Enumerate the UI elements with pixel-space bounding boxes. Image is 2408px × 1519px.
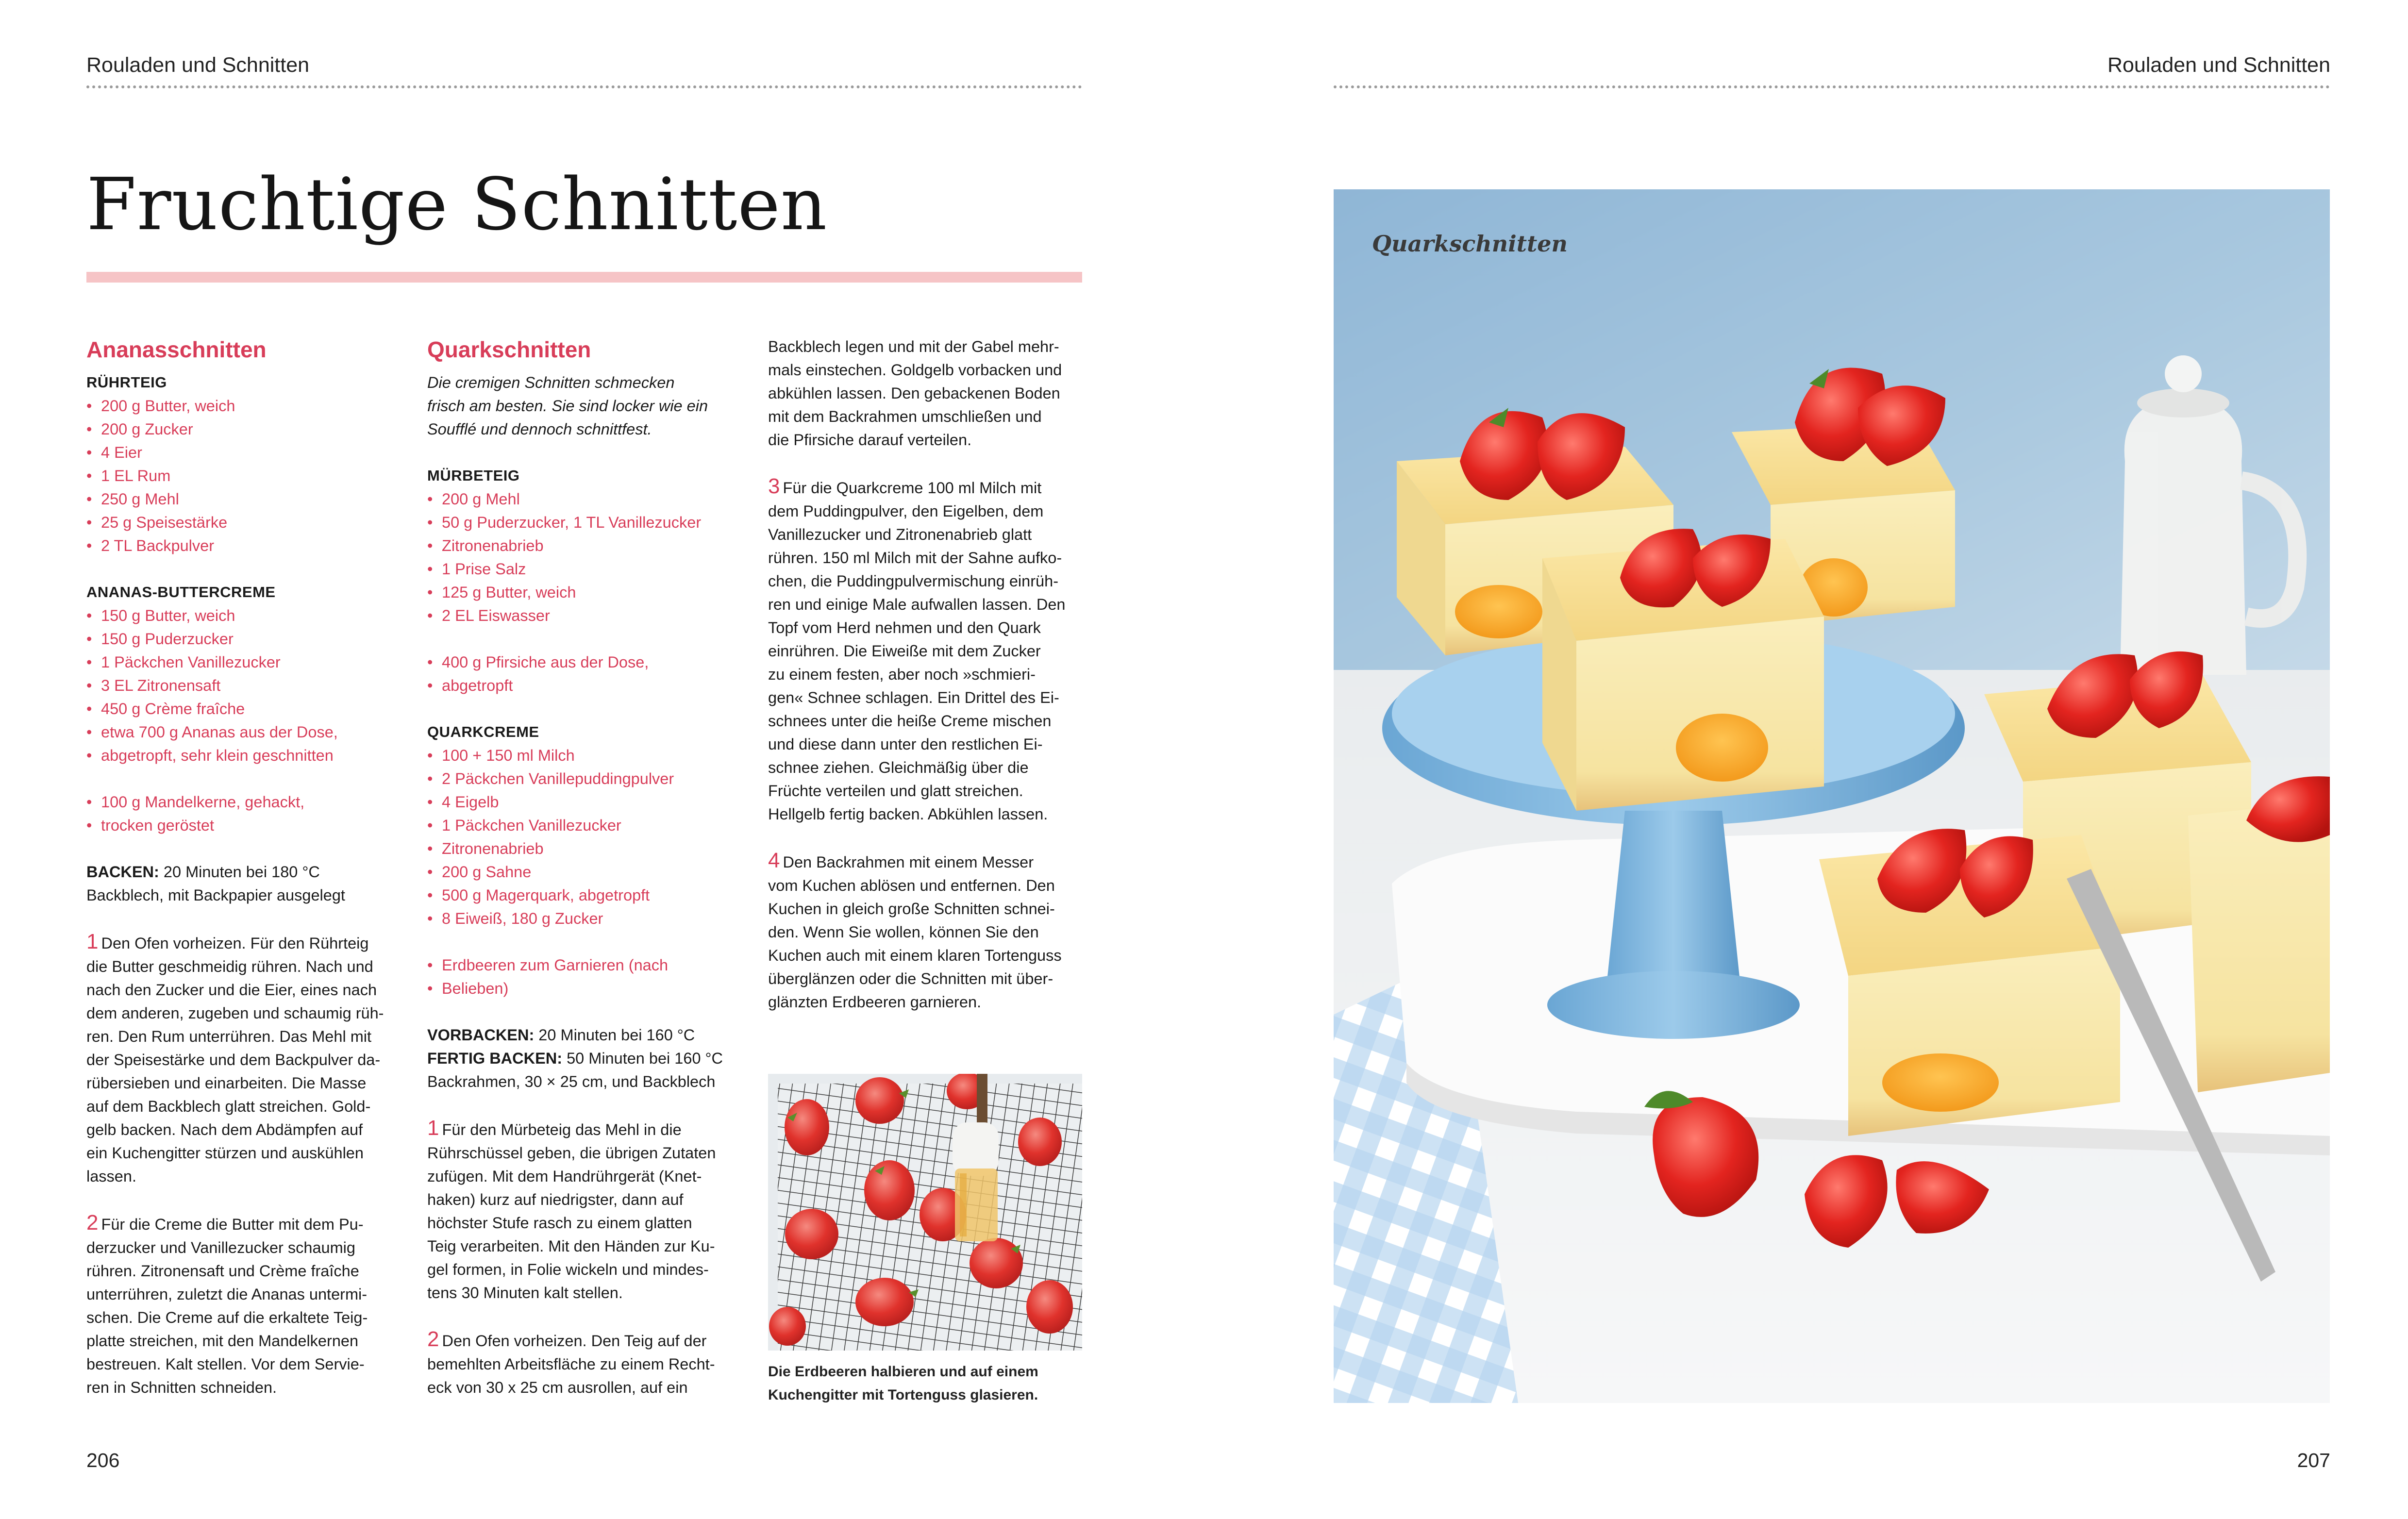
step-line: vom Kuchen ablösen und entfernen. Den — [768, 877, 1055, 894]
baking-info — [86, 860, 387, 884]
section-label-quarkcreme: QUARKCREME — [427, 723, 539, 740]
recipe-quark-continued — [768, 335, 1082, 1014]
section-label-ruehrteig: RÜHRTEIG — [86, 374, 167, 391]
ingredient-item: • Zitronenabrieb — [427, 837, 728, 860]
step-line: Vanillezucker und Zitronenabrieb glatt — [768, 526, 1032, 543]
step-line: gelb backen. Nach dem Abdämpfen auf — [86, 1121, 363, 1138]
ingredient-item: • 8 Eiweiß, 180 g Zucker — [427, 907, 728, 930]
ingredient-item: • 2 TL Backpulver — [86, 534, 387, 557]
step-line: einrühren. Die Eiweiße mit dem Zucker — [768, 642, 1041, 660]
step-line: den. Wenn Sie wollen, können Sie den — [768, 923, 1039, 941]
step-line: abkühlen lassen. Den gebackenen Boden — [768, 384, 1060, 402]
baking-label: BACKEN: — [86, 863, 159, 881]
recipe-quark — [427, 335, 728, 1399]
step-number: 2 — [86, 1211, 99, 1235]
step-line: ren in Schnitten schneiden. — [86, 1379, 277, 1396]
prebake-label: VORBACKEN: — [427, 1026, 535, 1044]
step-line: Den Backrahmen mit einem Messer — [783, 853, 1034, 871]
step-line: der Speisestärke und dem Backpulver da- — [86, 1051, 381, 1068]
ingredient-continuation: trocken geröstet — [101, 817, 215, 834]
step-line: Backblech legen und mit der Gabel mehr- — [768, 338, 1059, 355]
caption-line: Die Erdbeeren halbieren und auf einem — [768, 1364, 1038, 1380]
prebake-value: 20 Minuten bei 160 °C — [534, 1026, 695, 1044]
ingredient-item: • 4 Eigelb — [427, 790, 728, 814]
page-number-right: 207 — [2297, 1449, 2330, 1471]
ingredient-item: • 200 g Sahne — [427, 860, 728, 884]
step-line: Hellgelb fertig backen. Abkühlen lassen. — [768, 805, 1048, 823]
step-2-ananas — [86, 1211, 387, 1399]
intro-line: Soufflé und dennoch schnittfest. — [427, 420, 652, 438]
ingredient-item-continued — [427, 977, 728, 1000]
step-line: gen« Schnee schlagen. Ein Drittel des Ei- — [768, 689, 1059, 706]
page-number-left: 206 — [86, 1449, 120, 1471]
finalbake-label: FERTIG BACKEN: — [427, 1050, 563, 1067]
step-line: Rührschüssel geben, die übrigen Zutaten — [427, 1144, 716, 1162]
step-1-quark — [427, 1117, 728, 1304]
step-line: ren und einige Male aufwallen lassen. Den — [768, 596, 1066, 613]
ingredient-list-garnish — [427, 953, 728, 1000]
running-head-right: Rouladen und Schnitten — [2107, 53, 2330, 77]
recipe-title-quark: Quarkschnitten — [427, 337, 591, 362]
step-line: die Pfirsiche darauf verteilen. — [768, 431, 972, 449]
step-line: zufügen. Mit dem Handrührgerät (Knet- — [427, 1168, 702, 1185]
step-line: Topf vom Herd nehmen und den Quark — [768, 619, 1041, 636]
step-line: nach den Zucker und die Eier, eines nach — [86, 981, 377, 999]
step-line: schnees unter die heiße Creme mischen — [768, 712, 1052, 730]
step-line: Früchte verteilen und glatt streichen. — [768, 782, 1023, 800]
header-rule-left — [86, 85, 1082, 88]
step-number: 2 — [427, 1327, 439, 1351]
photo-label: Quarkschnitten — [1372, 231, 1568, 257]
ingredient-item: • Erdbeeren zum Garnieren (nach — [427, 953, 728, 977]
baking-tray-info: Backblech, mit Backpapier ausgelegt — [86, 886, 345, 904]
ingredient-list-quarkcreme — [427, 744, 728, 930]
step-line: Für den Mürbeteig das Mehl in die — [442, 1121, 682, 1138]
page-title: Fruchtige Schnitten — [86, 163, 828, 246]
step-line: bestreuen. Kalt stellen. Vor dem Servie- — [86, 1355, 365, 1373]
intro-line: frisch am besten. Sie sind locker wie ein — [427, 397, 708, 415]
step-line: Für die Quarkcreme 100 ml Milch mit — [783, 479, 1042, 497]
ingredient-item: • 50 g Puderzucker, 1 TL Vanillezucker — [427, 511, 728, 534]
section-label-muerbeteig: MÜRBETEIG — [427, 467, 520, 484]
step-line: platte streichen, mit den Mandelkernen — [86, 1332, 359, 1350]
ingredient-item: • 500 g Magerquark, abgetropft — [427, 884, 728, 907]
ingredient-item: • 200 g Zucker — [86, 417, 387, 441]
ingredient-item: • 100 + 150 ml Milch — [427, 744, 728, 767]
step-line: höchster Stufe rasch zu einem glatten — [427, 1214, 692, 1232]
ingredient-list-ruehrteig — [86, 394, 387, 557]
step-line: Kuchen in gleich große Schnitten schnei- — [768, 900, 1055, 918]
step-line: überglänzen oder die Schnitten mit über- — [768, 970, 1054, 987]
step-line: ren. Den Rum unterrühren. Das Mehl mit — [86, 1028, 372, 1045]
step-4-quark — [768, 849, 1082, 1014]
step-3-quark — [768, 475, 1082, 826]
step-line: und diese dann unter den restlichen Ei- — [768, 735, 1043, 753]
ingredient-item: • 125 g Butter, weich — [427, 581, 728, 604]
step-line: gel formen, in Folie wickeln und mindes- — [427, 1261, 709, 1278]
step-line: Teig verarbeiten. Mit den Händen zur Ku- — [427, 1237, 715, 1255]
step-line: ein Kuchengitter stürzen und auskühlen — [86, 1144, 364, 1162]
finalbake-info — [427, 1047, 728, 1070]
step-line: dem Puddingpulver, den Eigelben, dem — [768, 502, 1044, 520]
step-line: dem anderen, zugeben und schaumig rüh- — [86, 1004, 384, 1022]
step-line: zu einem festen, aber noch »schmieri- — [768, 666, 1036, 683]
ingredient-item: • 4 Eier — [86, 441, 387, 464]
step-line: glänzten Erdbeeren garnieren. — [768, 993, 982, 1011]
step-line: schnee ziehen. Gleichmäßig über die — [768, 759, 1029, 776]
recipe-ananas — [86, 335, 387, 1399]
step-line: bemehlten Arbeitsfläche zu einem Recht- — [427, 1355, 715, 1373]
recipe-title-ananas: Ananasschnitten — [86, 337, 267, 362]
ingredient-item-continued — [86, 744, 387, 767]
title-underline-bar — [86, 272, 1082, 283]
ingredient-item: • 1 EL Rum — [86, 464, 387, 487]
ingredient-item: • 250 g Mehl — [86, 487, 387, 511]
step-line: eck von 30 x 25 cm ausrollen, auf ein — [427, 1379, 688, 1396]
step-line: rühren. 150 ml Milch mit der Sahne aufko- — [768, 549, 1062, 567]
ingredient-item: • 100 g Mandelkerne, gehackt, — [86, 790, 387, 814]
ingredient-item: • 150 g Puderzucker — [86, 627, 387, 651]
ingredient-list-pfirsich — [427, 651, 728, 697]
ingredient-item: • 1 Prise Salz — [427, 557, 728, 581]
ingredient-item: • 2 EL Eiswasser — [427, 604, 728, 627]
step-line: rübersieben und einarbeiten. Die Masse — [86, 1074, 367, 1092]
ingredient-item: • 3 EL Zitronensaft — [86, 674, 387, 697]
step-number: 1 — [427, 1116, 439, 1140]
step-line: mals einstechen. Goldgelb vorbacken und — [768, 361, 1062, 379]
ingredient-item: • etwa 700 g Ananas aus der Dose, — [86, 720, 387, 744]
ingredient-item: • 450 g Crème fraîche — [86, 697, 387, 720]
step-line: die Butter geschmeidig rühren. Nach und — [86, 958, 373, 975]
strawberry-glazing-photo — [768, 1074, 1082, 1351]
step-line: lassen. — [86, 1168, 136, 1185]
ingredient-item: • 1 Päckchen Vanillezucker — [427, 814, 728, 837]
ingredient-continuation: Belieben) — [442, 980, 509, 997]
intro-line: Die cremigen Schnitten schmecken — [427, 374, 675, 391]
step-number: 1 — [86, 930, 99, 953]
ingredient-item: • 200 g Mehl — [427, 487, 728, 511]
ingredient-item: • Zitronenabrieb — [427, 534, 728, 557]
running-head-left: Rouladen und Schnitten — [86, 53, 310, 77]
section-label-buttercreme: ANANAS-BUTTERCREME — [86, 584, 276, 601]
ingredient-list-extra — [86, 790, 387, 837]
step-line: unterrühren, zuletzt die Ananas untermi- — [86, 1285, 368, 1303]
step-line: tens 30 Minuten kalt stellen. — [427, 1284, 623, 1302]
step-line: Den Ofen vorheizen. Den Teig auf der — [442, 1332, 707, 1350]
step-line: haken) kurz auf niedrigster, dann auf — [427, 1191, 684, 1208]
step-1-ananas — [86, 930, 387, 1188]
quarkschnitten-photo — [1334, 189, 2330, 1403]
baking-value: 20 Minuten bei 180 °C — [159, 863, 320, 881]
step-line: Den Ofen vorheizen. Für den Rührteig — [101, 935, 369, 952]
ingredient-item: • 150 g Butter, weich — [86, 604, 387, 627]
step-line: rühren. Zitronensaft und Crème fraîche — [86, 1262, 359, 1280]
ingredient-item: • 2 Päckchen Vanillepuddingpulver — [427, 767, 728, 790]
step-line: Für die Creme die Butter mit dem Pu- — [101, 1216, 364, 1233]
ingredient-item-continued — [427, 674, 728, 697]
ingredient-item: • 1 Päckchen Vanillezucker — [86, 651, 387, 674]
step-line: mit dem Backrahmen umschließen und — [768, 408, 1042, 425]
ingredient-list-muerbeteig — [427, 487, 728, 627]
finalbake-value: 50 Minuten bei 160 °C — [562, 1050, 723, 1067]
photo-caption — [768, 1360, 1082, 1407]
caption-line: Kuchengitter mit Tortenguss glasieren. — [768, 1387, 1038, 1403]
baking-form-info: Backrahmen, 30 × 25 cm, und Backblech — [427, 1073, 716, 1090]
ingredient-item: • 200 g Butter, weich — [86, 394, 387, 417]
step-line: Kuchen auch mit einem klaren Tortenguss — [768, 947, 1062, 964]
step-2-quark — [427, 1328, 728, 1399]
ingredient-continuation: abgetropft, sehr klein geschnitten — [101, 747, 334, 764]
step-number: 3 — [768, 474, 780, 498]
ingredient-item: • 25 g Speisestärke — [86, 511, 387, 534]
step-line: chen, die Puddingpulvermischung einrüh- — [768, 572, 1059, 590]
ingredient-item: • 400 g Pfirsiche aus der Dose, — [427, 651, 728, 674]
step-line: auf dem Backblech glatt streichen. Gold- — [86, 1098, 371, 1115]
step-2-continued — [768, 335, 1082, 451]
ingredient-item-continued — [86, 814, 387, 837]
step-number: 4 — [768, 849, 780, 872]
header-rule-right — [1334, 85, 2330, 88]
ingredient-continuation: abgetropft — [442, 677, 513, 694]
ingredient-list-buttercreme — [86, 604, 387, 767]
prebake-info — [427, 1023, 728, 1047]
step-line: schen. Die Creme auf die erkaltete Teig- — [86, 1309, 368, 1326]
step-line: derzucker und Vanillezucker schaumig — [86, 1239, 355, 1256]
